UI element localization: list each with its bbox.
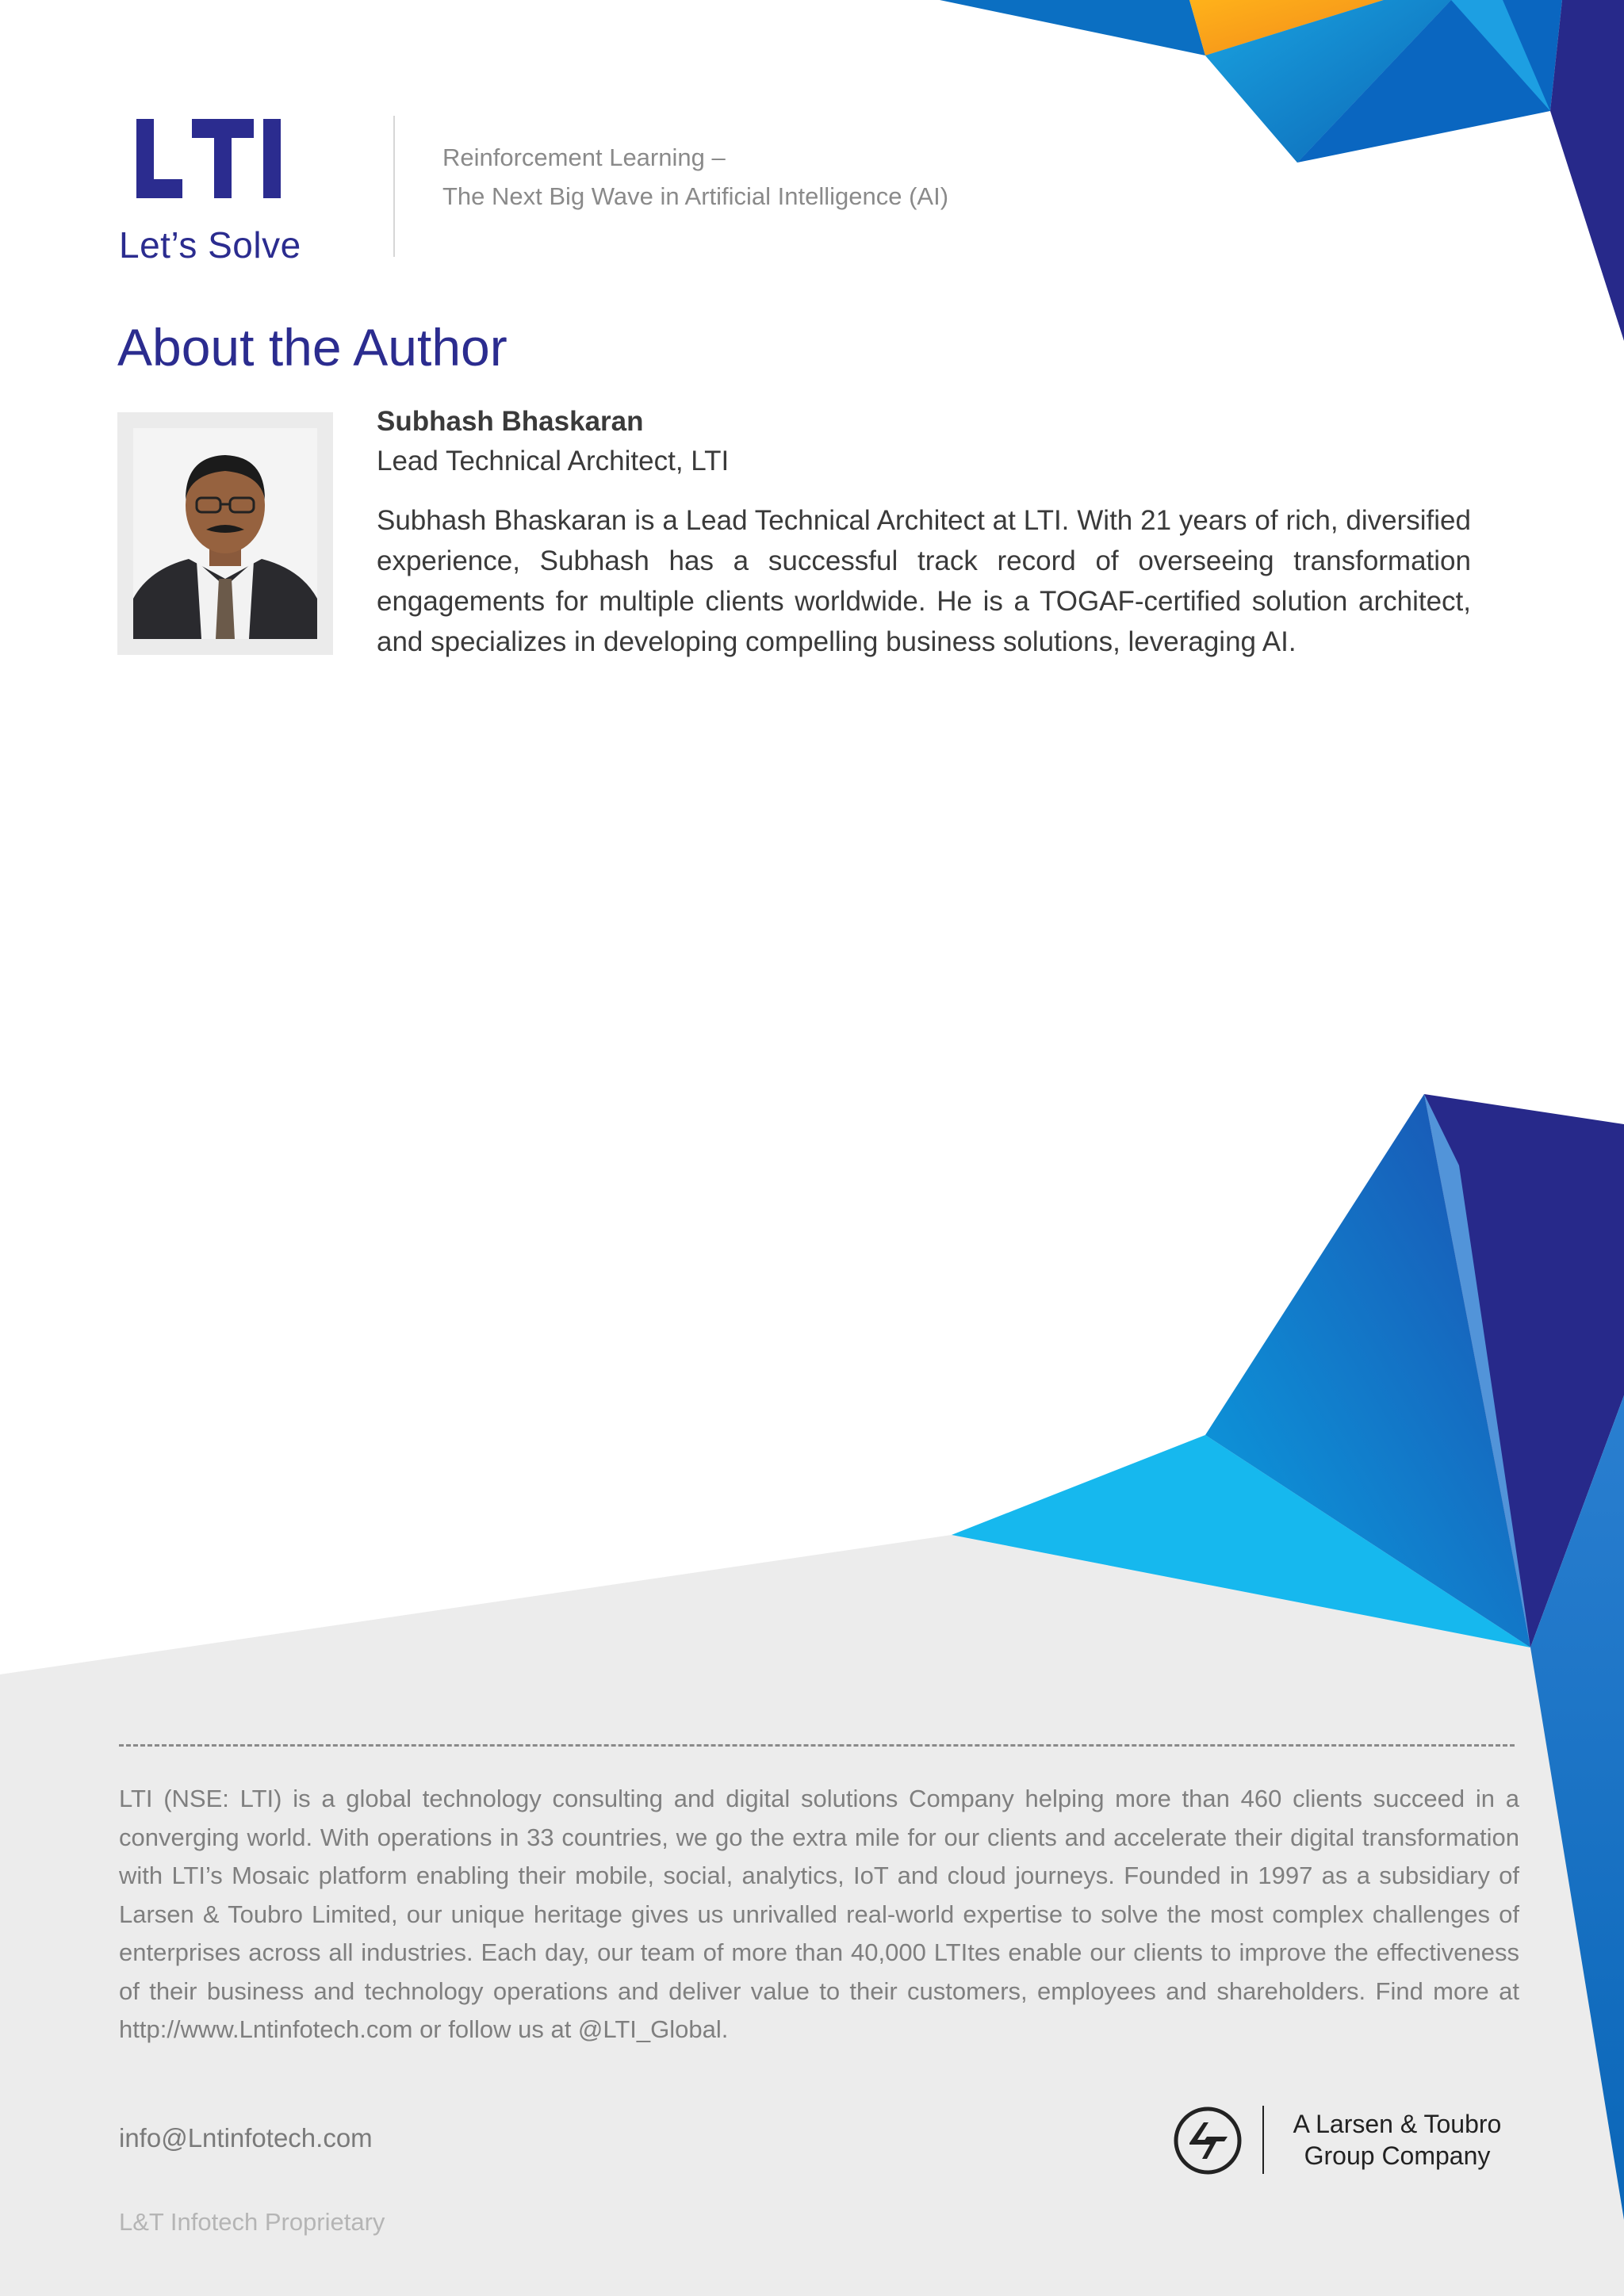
lti-logo-icon — [136, 119, 295, 206]
author-photo-illustration — [133, 428, 317, 639]
header-divider — [393, 116, 395, 257]
author-photo-frame — [117, 412, 333, 655]
group-logo-divider — [1262, 2106, 1264, 2174]
author-photo — [133, 428, 317, 639]
company-description: LTI (NSE: LTI) is a global technology consulting and digital solutions Company helping more than 460 clients succeed in a converging world. With operations in 33 countries, we go the extra mile for our clients and accelerate their digital transformation with LTI’s Mosaic platform enabling their mobile, social, analytics, IoT and cloud journeys. Founded in 1997 as a subsidiary of Larsen & Toubro Limited, our unique heritage gives us unrivalled real-world expertise to solve the most complex challenges of enterprises across all industries. Each day, our team of more than 40,000 LTItes enable our clients to improve the effectiveness of their business and technology operations and deliver value to their customers, employees and shareholders. Find more at http://www.Lntinfotech.com or follow us at @LTI_Global. — [119, 1785, 1519, 2043]
deco-shape — [1550, 0, 1624, 341]
document-title — [442, 138, 948, 216]
brand-tagline: Let’s Solve — [119, 224, 301, 266]
brand-logo — [119, 111, 325, 270]
document-title-line1: Reinforcement Learning – — [442, 144, 726, 171]
footer-dashed-divider — [119, 1744, 1515, 1747]
document-title-line2: The Next Big Wave in Artificial Intelligence (AI) — [442, 182, 949, 210]
author-bio: Subhash Bhaskaran is a Lead Technical Architect at LTI. With 21 years of rich, diversified experience, Subhash has a successful track record of overseeing transformation engagements for multiple clients worldwide. He is a TOGAF-certified solution architect, and specializes in developing compelling business solutions, leveraging AI. — [377, 505, 1471, 657]
group-company-line2: Group Company — [1304, 2141, 1491, 2170]
author-role: Lead Technical Architect, LTI — [377, 446, 730, 476]
lt-group-logo-icon — [1172, 2105, 1243, 2176]
group-company-label — [1270, 2108, 1524, 2172]
author-name: Subhash Bhaskaran — [377, 406, 644, 437]
deco-shape — [940, 0, 1205, 55]
section-title: About the Author — [117, 318, 508, 377]
group-company-line1: A Larsen & Toubro — [1293, 2110, 1502, 2138]
proprietary-notice: L&T Infotech Proprietary — [119, 2208, 385, 2236]
contact-email[interactable]: info@Lntinfotech.com — [119, 2123, 373, 2152]
